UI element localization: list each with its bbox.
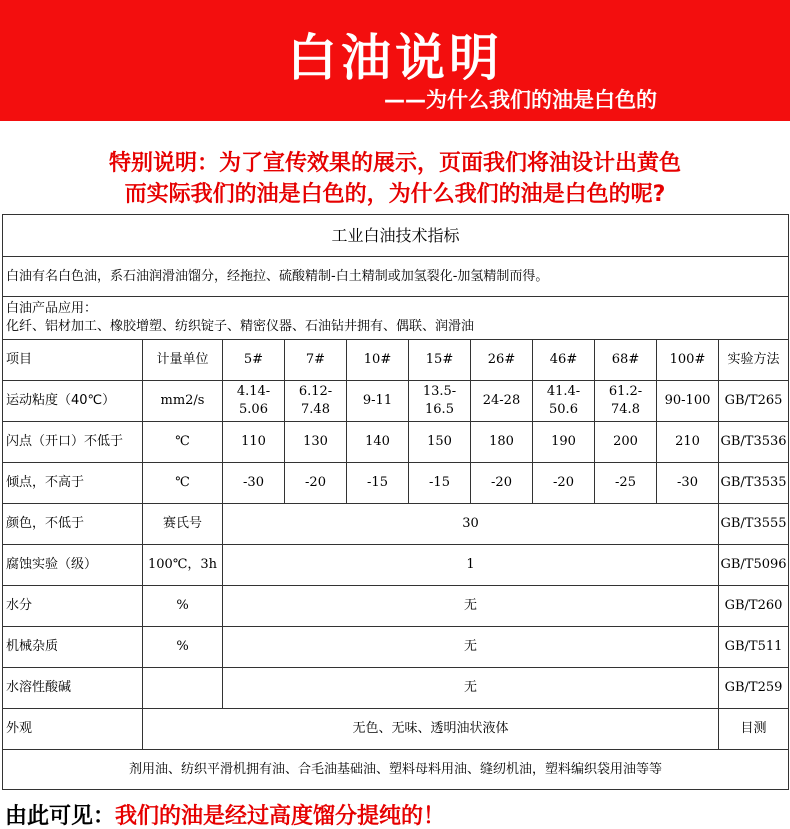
header-item: 项目 — [3, 340, 143, 381]
table-row — [3, 463, 789, 504]
row-value: -30 — [223, 463, 285, 504]
uses-row: 剂用油、纺织平滑机拥有油、合毛油基础油、塑料母料用油、缝纫机油，塑料编织袋用油等等 — [3, 750, 789, 790]
row-value: -20 — [471, 463, 533, 504]
row-value: 210 — [657, 422, 719, 463]
conclusion-prefix: 由此可见： — [5, 804, 116, 829]
row-item: 腐蚀实验（级） — [3, 545, 143, 586]
row-unit: mm2/s — [143, 381, 223, 422]
row-item: 机械杂质 — [3, 627, 143, 668]
table-row — [3, 381, 789, 422]
header-grade: 68# — [595, 340, 657, 381]
table-row — [3, 545, 789, 586]
table-row — [3, 586, 789, 627]
row-value: 180 — [471, 422, 533, 463]
header-method: 实验方法 — [719, 340, 789, 381]
table-title: 工业白油技术指标 — [3, 215, 789, 257]
row-value: 24-28 — [471, 381, 533, 422]
header-grade: 46# — [533, 340, 595, 381]
row-value: -25 — [595, 463, 657, 504]
row-method: 目测 — [719, 709, 789, 750]
table-row — [3, 709, 789, 750]
header-grade: 5# — [223, 340, 285, 381]
table-row — [3, 504, 789, 545]
application-list: 化纤、铝材加工、橡胶增塑、纺织锭子、精密仪器、石油钻井拥有、偶联、润滑油 — [6, 319, 475, 334]
row-method: GB/T3555 — [719, 504, 789, 545]
conclusion-highlight: 我们的油是经过高度馏分提纯的！ — [115, 804, 446, 829]
row-unit: 赛氏号 — [143, 504, 223, 545]
application-cell — [3, 297, 789, 340]
row-unit: % — [143, 627, 223, 668]
row-method: GB/T5096 — [719, 545, 789, 586]
row-method: GB/T265 — [719, 381, 789, 422]
row-method: GB/T3535 — [719, 463, 789, 504]
row-unit: ℃ — [143, 422, 223, 463]
row-value: 无 — [223, 627, 719, 668]
row-unit: ℃ — [143, 463, 223, 504]
notice-line-2: 而实际我们的油是白色的，为什么我们的油是白色的呢? — [124, 182, 666, 207]
row-value: 30 — [223, 504, 719, 545]
row-unit: 100℃，3h — [143, 545, 223, 586]
table-description: 白油有名白色油，系石油润滑油馏分，经拖拉、硫酸精制-白土精制或加氢裂化-加氢精制而得。 — [3, 257, 789, 297]
row-method: GB/T260 — [719, 586, 789, 627]
table-row — [3, 422, 789, 463]
row-value: 13.5-16.5 — [409, 381, 471, 422]
row-method: GB/T259 — [719, 668, 789, 709]
row-value: 150 — [409, 422, 471, 463]
row-value: 无色、无味、透明油状液体 — [143, 709, 719, 750]
row-item: 水溶性酸碱 — [3, 668, 143, 709]
row-value: 200 — [595, 422, 657, 463]
row-value: -20 — [285, 463, 347, 504]
row-value: 6.12-7.48 — [285, 381, 347, 422]
row-value: 无 — [223, 668, 719, 709]
row-value: 90-100 — [657, 381, 719, 422]
table-row — [3, 668, 789, 709]
row-value: 41.4-50.6 — [533, 381, 595, 422]
row-value: -20 — [533, 463, 595, 504]
row-value: -15 — [347, 463, 409, 504]
row-item: 运动粘度（40℃） — [3, 381, 143, 422]
row-value: -15 — [409, 463, 471, 504]
header-grade: 15# — [409, 340, 471, 381]
row-unit: % — [143, 586, 223, 627]
row-item: 水分 — [3, 586, 143, 627]
row-item: 闪点（开口）不低于 — [3, 422, 143, 463]
application-label: 白油产品应用： — [6, 301, 98, 316]
row-item: 倾点，不高于 — [3, 463, 143, 504]
header-unit: 计量单位 — [143, 340, 223, 381]
row-value: 61.2-74.8 — [595, 381, 657, 422]
header-banner — [0, 0, 790, 121]
header-grade: 26# — [471, 340, 533, 381]
row-method: GB/T3536 — [719, 422, 789, 463]
table-row — [3, 627, 789, 668]
row-method: GB/T511 — [719, 627, 789, 668]
row-value: -30 — [657, 463, 719, 504]
row-value: 1 — [223, 545, 719, 586]
row-unit — [143, 668, 223, 709]
row-value: 9-11 — [347, 381, 409, 422]
row-value: 110 — [223, 422, 285, 463]
row-value: 130 — [285, 422, 347, 463]
header-grade: 100# — [657, 340, 719, 381]
row-item: 外观 — [3, 709, 143, 750]
row-value: 190 — [533, 422, 595, 463]
spec-table — [2, 214, 789, 790]
page-subtitle: ——为什么我们的油是白色的 — [384, 88, 657, 112]
notice-line-1: 特别说明：为了宣传效果的展示，页面我们将油设计出黄色 — [108, 151, 681, 176]
row-value: 无 — [223, 586, 719, 627]
row-value: 4.14-5.06 — [223, 381, 285, 422]
conclusion — [5, 799, 445, 829]
row-value: 140 — [347, 422, 409, 463]
header-grade: 7# — [285, 340, 347, 381]
row-item: 颜色，不低于 — [3, 504, 143, 545]
header-grade: 10# — [347, 340, 409, 381]
page-title: 白油说明 — [287, 29, 503, 87]
